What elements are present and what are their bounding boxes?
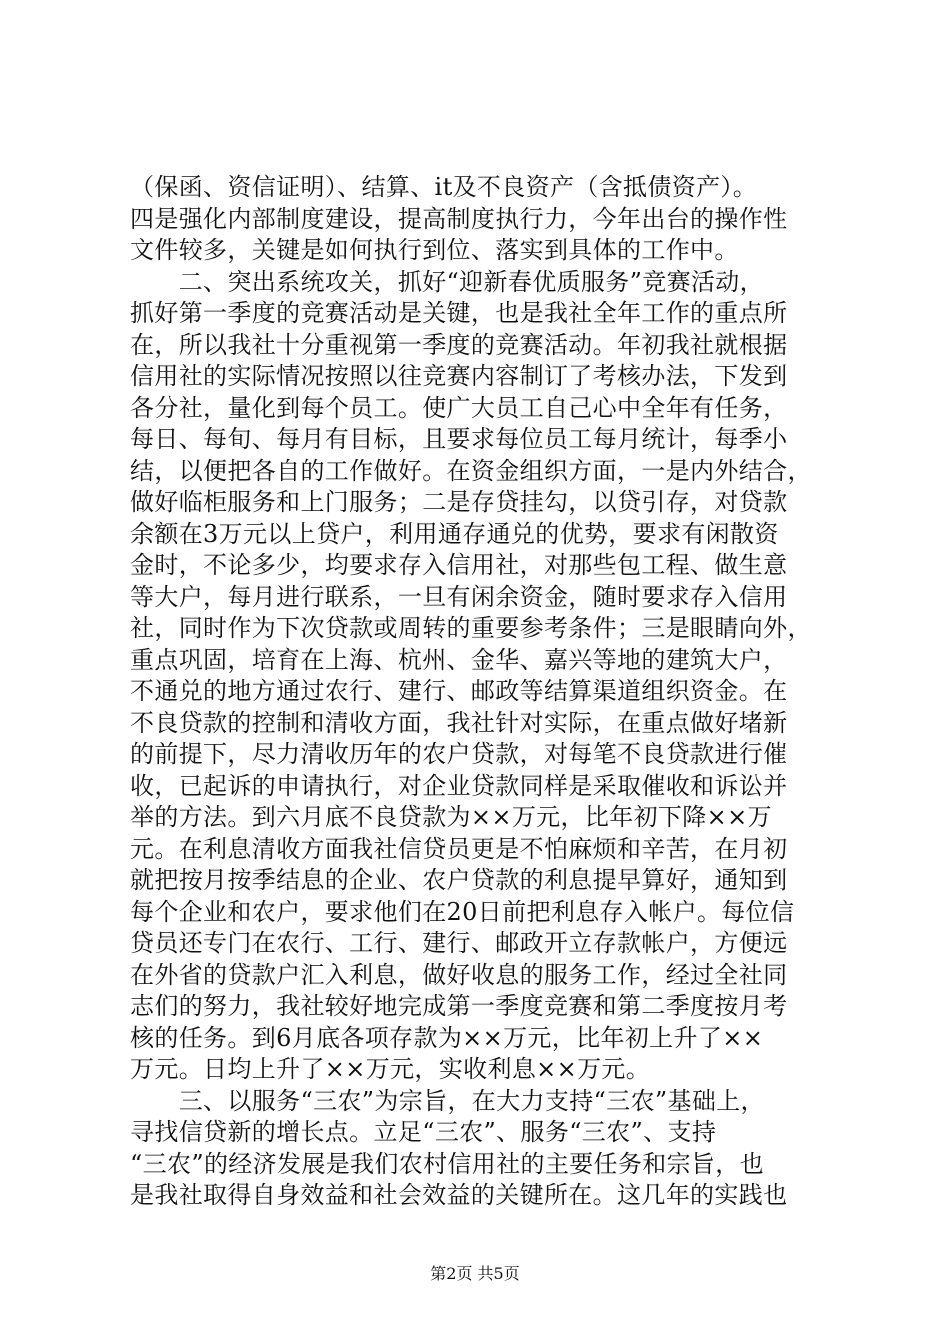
text-line: 收，已起诉的申请执行，对企业贷款同样是采取催收和诉讼并 [130, 771, 788, 800]
text-line: 信用社的实际情况按照以往竞赛内容制订了考核办法，下发到 [130, 362, 788, 390]
text-line: 三、以服务“三农”为宗旨，在大力支持“三农”基础上， [130, 1086, 765, 1115]
text-line: 二、突出系统攻关，抓好“迎新春优质服务”竞赛活动， [130, 267, 764, 296]
text-line: 是我社取得自身效益和社会效益的关键所在。这几年的实践也 [130, 1181, 788, 1209]
text-line: 抓好第一季度的竞赛活动是关键，也是我社全年工作的重点所 [130, 299, 788, 327]
text-line: 各分社，量化到每个员工。使广大员工自己心中全年有任务， [130, 393, 788, 422]
text-line: “三农”的经济发展是我们农村信用社的主要任务和宗旨，也 [130, 1149, 764, 1178]
text-line: （保函、资信证明）、结算、it及不良资产（含抵债资产）。 [130, 173, 758, 201]
text-line: 每日、每旬、每月有目标，且要求每位员工每月统计，每季小 [130, 425, 788, 453]
text-line: 重点巩固，培育在上海、杭州、金华、嘉兴等地的建筑大户， [130, 645, 788, 674]
text-line: 等大户，每月进行联系，一旦有闲余资金，随时要求存入信用 [130, 582, 788, 611]
text-line: 社，同时作为下次贷款或周转的重要参考条件；三是眼睛向外， [130, 614, 812, 642]
text-line: 就把按月按季结息的企业、农户贷款的利息提早算好，通知到 [130, 866, 788, 894]
text-line: 不通兑的地方通过农行、建行、邮政等结算渠道组织资金。在 [130, 677, 788, 705]
text-line: 寻找信贷新的增长点。立足“三农”、服务“三农”、支持 [130, 1118, 717, 1146]
text-line: 结，以便把各自的工作做好。在资金组织方面，一是内外结合， [130, 456, 812, 485]
text-line: 在外省的贷款户汇入利息，做好收息的服务工作，经过全社同 [130, 960, 788, 989]
text-line: 文件较多，关键是如何执行到位、落实到具体的工作中。 [130, 236, 739, 264]
page-footer: 第2页 共5页 [430, 1264, 520, 1283]
text-line: 不良贷款的控制和清收方面，我社针对实际，在重点做好堵新 [130, 708, 788, 737]
text-line: 的前提下，尽力清收历年的农户贷款，对每笔不良贷款进行催 [130, 740, 788, 768]
document-body [130, 172, 830, 1212]
text-line: 在，所以我社十分重视第一季度的竞赛活动。年初我社就根据 [130, 330, 788, 359]
text-line: 金时，不论多少，均要求存入信用社，对那些包工程、做生意 [130, 551, 788, 579]
text-line: 四是强化内部制度建设，提高制度执行力，今年出台的操作性 [130, 204, 788, 233]
text-line: 志们的努力，我社较好地完成第一季度竞赛和第二季度按月考 [130, 992, 788, 1020]
text-line: 贷员还专门在农行、工行、建行、邮政开立存款帐户，方便远 [130, 929, 788, 957]
text-line: 核的任务。到6月底各项存款为××万元，比年初上升了×× [130, 1023, 764, 1052]
text-line: 举的方法。到六月底不良贷款为××万元，比年初下降××万 [130, 803, 772, 831]
text-line: 余额在3万元以上贷户，利用通存通兑的优势，要求有闲散资 [130, 519, 779, 548]
text-line: 做好临柜服务和上门服务；二是存贷挂勾，以贷引存，对贷款 [130, 488, 788, 516]
text-line: 每个企业和农户，要求他们在20日前把利息存入帐户。每位信 [130, 897, 795, 926]
text-line: 万元。日均上升了××万元，实收利息××万元。 [130, 1055, 651, 1083]
text-line: 元。在利息清收方面我社信贷员更是不怕麻烦和辛苦，在月初 [130, 834, 788, 863]
